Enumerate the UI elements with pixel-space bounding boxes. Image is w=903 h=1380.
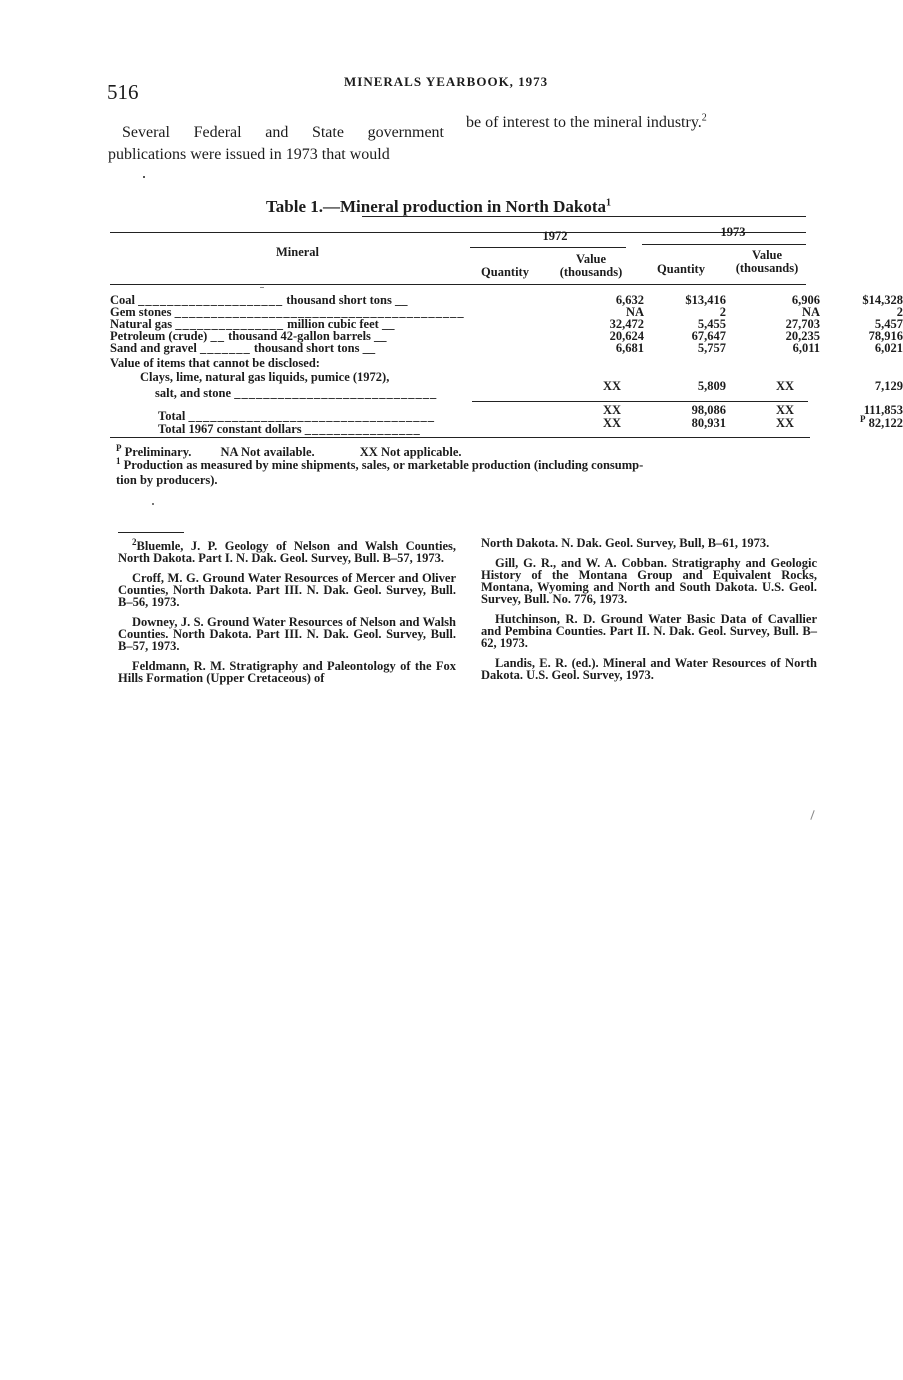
cell-quantity-1972: XX — [602, 416, 622, 430]
table-body-rule — [110, 284, 806, 285]
cell-value-1973: 111,853 — [863, 403, 903, 417]
table-row-total-constant — [110, 413, 903, 436]
cell-value-1972: 5,809 — [697, 379, 726, 393]
intro-right-text: be of interest to the mineral industry. — [466, 114, 702, 131]
header-quantity-1972: Quantity — [481, 265, 529, 279]
cell-value-1973: 78,916 — [868, 329, 903, 343]
row-label: Total __________________________________ — [158, 409, 435, 423]
header-value-bottom: (thousands) — [559, 265, 623, 279]
row-label: Total 1967 constant dollars ________________ — [158, 422, 421, 436]
intro-line-2: publications were issued in 1973 that would — [108, 146, 390, 163]
footnote-mark: 1 — [116, 455, 121, 466]
intro-line-1 — [108, 122, 444, 144]
cell-quantity-1972: NA — [625, 305, 644, 319]
table-title-note: 1 — [606, 197, 612, 209]
cell-value-1973: 7,129 — [874, 379, 903, 393]
page-number: 516 — [107, 80, 139, 104]
intro-word: government — [367, 124, 444, 141]
row-label: salt, and stone ____________________________ — [155, 386, 438, 400]
row-label: Petroleum (crude) __ thousand 42-gallon barrels __ — [110, 329, 387, 343]
cell-value-1973: 2 — [896, 305, 903, 319]
print-speck — [152, 503, 154, 505]
reference-entry: Feldmann, R. M. Stratigraphy and Paleontology of the Fox Hills Formation (Upper Cretaceous) of — [118, 659, 456, 685]
table-bottom-rule — [110, 437, 810, 438]
preliminary-mark: P — [860, 413, 866, 424]
references-left-column — [118, 536, 456, 692]
print-speck — [260, 287, 264, 288]
cell-quantity-1973: 27,703 — [785, 317, 820, 331]
intro-right-column — [466, 114, 707, 132]
reference-entry: Downey, J. S. Ground Water Resources of Nelson and Walsh Counties. North Dakota. Part III. N. Dak. Geol. Survey, Bull. B–57, 1973. — [118, 615, 456, 653]
year-1973-rule — [642, 244, 806, 245]
row-label: Natural gas _______________ million cubic feet __ — [110, 317, 395, 331]
table-footnote-1 — [116, 455, 816, 472]
row-label: Coal ____________________ thousand short tons __ — [110, 293, 408, 307]
footnote-preliminary: Preliminary. — [124, 445, 192, 459]
header-value-top: Value — [575, 252, 607, 266]
table-row-undisclosed — [110, 387, 810, 399]
header-value-top: Value — [751, 248, 783, 262]
header-year-1972: 1972 — [542, 229, 568, 243]
print-speck — [143, 176, 145, 178]
header-value-1972 — [546, 253, 636, 279]
cell-quantity-1973: XX — [775, 416, 795, 430]
cell-quantity-1972: XX — [602, 403, 622, 417]
row-label: Value of items that cannot be disclosed: — [110, 356, 320, 370]
cell-quantity-1973: 6,011 — [792, 341, 820, 355]
row-label: Clays, lime, natural gas liquids, pumice (1972), — [140, 370, 390, 384]
intro-word: State — [311, 124, 344, 141]
header-mineral: Mineral — [275, 245, 320, 259]
table-title-text: Table 1.—Mineral production in North Dakota — [266, 197, 607, 216]
cell-value-1972: 98,086 — [691, 403, 726, 417]
running-head: MINERALS YEARBOOK, 1973 — [344, 74, 549, 89]
reference-entry: Gill, G. R., and W. A. Cobban. Stratigraphy and Geologic History of the Montana Group and Equivalent Rocks, Montana, Wyoming and North and South Dakota. U.S. Geol. Survey, Bull. No. 776, 1973. — [481, 556, 817, 606]
footnote-mark: P — [116, 442, 122, 453]
intro-left-column — [108, 122, 444, 166]
table-head-rule — [110, 232, 806, 233]
footnote-xx: XX Not applicable. — [359, 445, 462, 459]
intro-word: Federal — [193, 124, 242, 141]
cell-value-1972: 5,455 — [697, 317, 726, 331]
cell-quantity-1972: 6,632 — [615, 293, 644, 307]
cell-quantity-1972: 32,472 — [609, 317, 644, 331]
cell-value-1973: 5,457 — [874, 317, 903, 331]
cell-value-1973: $14,328 — [862, 293, 903, 307]
cell-value-1972: $13,416 — [685, 293, 726, 307]
row-label: Sand and gravel _______ thousand short tons __ — [110, 341, 376, 355]
cell-quantity-1973: XX — [775, 403, 795, 417]
cell-quantity-1973: NA — [801, 305, 820, 319]
cell-value-1973: 6,021 — [874, 341, 903, 355]
cell-quantity-1972: XX — [602, 379, 622, 393]
reference-entry: $^2$Bluemle, J. P. Geology of Nelson and Walsh Counties, North Dakota. Part I. N. Dak. Geol. Survey, Bull. B–57, 1973. — [118, 536, 456, 565]
cell-value-1973: $^P$ 82,122 — [860, 413, 903, 430]
table-top-rule — [362, 216, 806, 217]
reference-note-mark: 2 — [132, 536, 137, 547]
cell-quantity-1973: XX — [775, 379, 795, 393]
print-speck — [810, 810, 814, 820]
reference-entry-continued: North Dakota. N. Dak. Geol. Survey, Bull, B–61, 1973. — [481, 536, 770, 550]
footnote-1-line-1: Production as measured by mine shipments, sales, or marketable production (including consump- — [123, 458, 644, 472]
cell-quantity-1973: 6,906 — [791, 293, 820, 307]
reference-entry: Landis, E. R. (ed.). Mineral and Water Resources of North Dakota. U.S. Geol. Survey, 1973. — [481, 656, 817, 682]
footnote-na: NA Not available. — [220, 445, 315, 459]
footnote-separator-rule — [118, 532, 184, 533]
cell-value-1972: 80,931 — [691, 416, 726, 430]
total-rule — [472, 401, 808, 402]
cell-quantity-1972: 6,681 — [615, 341, 644, 355]
table-title — [266, 197, 611, 217]
intro-word: and — [265, 124, 289, 141]
footnote-ref: 2 — [701, 112, 707, 124]
row-label: Gem stones ________________________________________ — [110, 305, 465, 319]
reference-entry: Hutchinson, R. D. Ground Water Basic Data of Cavallier and Pembina Counties. Part II. N. Dak. Geol. Survey, Bull. B–62, 1973. — [481, 612, 817, 650]
table-row-undisclosed-heading — [110, 357, 810, 369]
intro-word: Several — [122, 124, 170, 141]
year-1972-rule — [470, 247, 626, 248]
cell-value-1972: 67,647 — [691, 329, 726, 343]
reference-entry: Croff, M. G. Ground Water Resources of Mercer and Oliver Counties, North Dakota. Part III. N. Dak. Geol. Survey, Bull. B–56, 1973. — [118, 571, 456, 609]
header-value-bottom: (thousands) — [735, 261, 799, 275]
header-year-1973: 1973 — [720, 225, 746, 239]
references-right-column — [481, 537, 817, 689]
table-row — [110, 341, 903, 355]
cell-quantity-1973: 20,235 — [785, 329, 820, 343]
header-quantity-1973: Quantity — [657, 262, 705, 276]
table-footnote-1-continued: tion by producers). — [116, 473, 218, 487]
header-value-1973 — [722, 249, 812, 275]
cell-quantity-1972: 20,624 — [609, 329, 644, 343]
cell-value-1972: 5,757 — [697, 341, 726, 355]
cell-value-1972: 2 — [719, 305, 726, 319]
